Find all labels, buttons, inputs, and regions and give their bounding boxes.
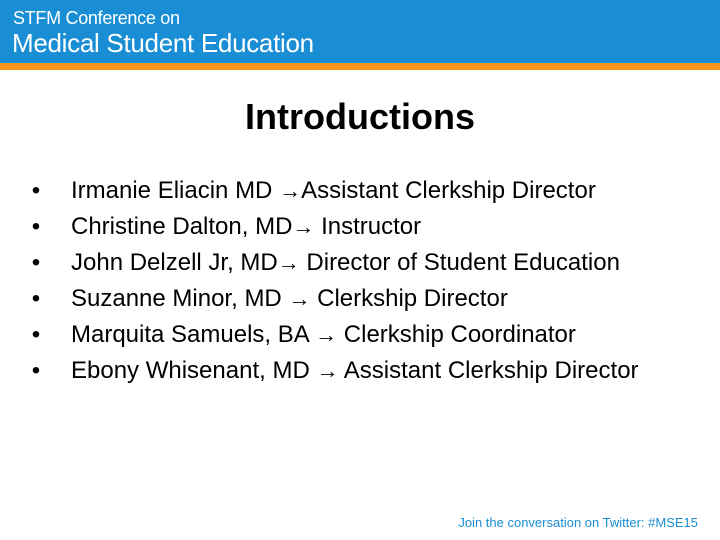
header-accent-stripe (0, 63, 720, 70)
list-item (26, 284, 686, 313)
arrow-right-icon: → (315, 322, 338, 347)
bullet-dot-icon: • (31, 357, 41, 384)
arrow-right-icon: → (288, 286, 311, 311)
arrow-right-icon: → (316, 358, 339, 383)
person-name: Suzanne Minor, MD (71, 285, 289, 312)
person-role: Assistant Clerkship Director (301, 177, 596, 204)
person-role: Instructor (314, 213, 422, 240)
person-name: John Delzell Jr, MD (71, 249, 278, 276)
bullet-dot-icon: • (31, 213, 41, 240)
list-item (26, 176, 686, 205)
introductions-list (26, 176, 686, 392)
person-role: Assistant Clerkship Director (338, 357, 639, 384)
list-item (26, 248, 686, 277)
arrow-right-icon: → (292, 214, 315, 239)
bullet-dot-icon: • (31, 285, 41, 312)
conference-header-banner (0, 0, 720, 70)
bullet-dot-icon: • (31, 177, 41, 204)
twitter-footer: Join the conversation on Twitter: #MSE15 (458, 515, 698, 530)
person-role: Director of Student Education (299, 249, 620, 276)
bullet-dot-icon: • (31, 321, 41, 348)
person-role: Clerkship Director (310, 285, 508, 312)
person-name: Christine Dalton, MD (71, 213, 293, 240)
conference-title: Medical Student Education (12, 28, 314, 58)
slide-title: Introductions (245, 96, 475, 137)
arrow-right-icon: → (277, 250, 300, 275)
list-item (26, 356, 686, 385)
bullet-dot-icon: • (31, 249, 41, 276)
list-item (26, 320, 686, 349)
person-role: Clerkship Coordinator (337, 321, 576, 348)
person-name: Ebony Whisenant, MD (71, 357, 317, 384)
person-name: Irmanie Eliacin MD (71, 177, 280, 204)
conference-subtitle: STFM Conference on (13, 8, 180, 28)
person-name: Marquita Samuels, BA (71, 321, 316, 348)
arrow-right-icon: → (279, 178, 302, 203)
list-item (26, 212, 686, 241)
